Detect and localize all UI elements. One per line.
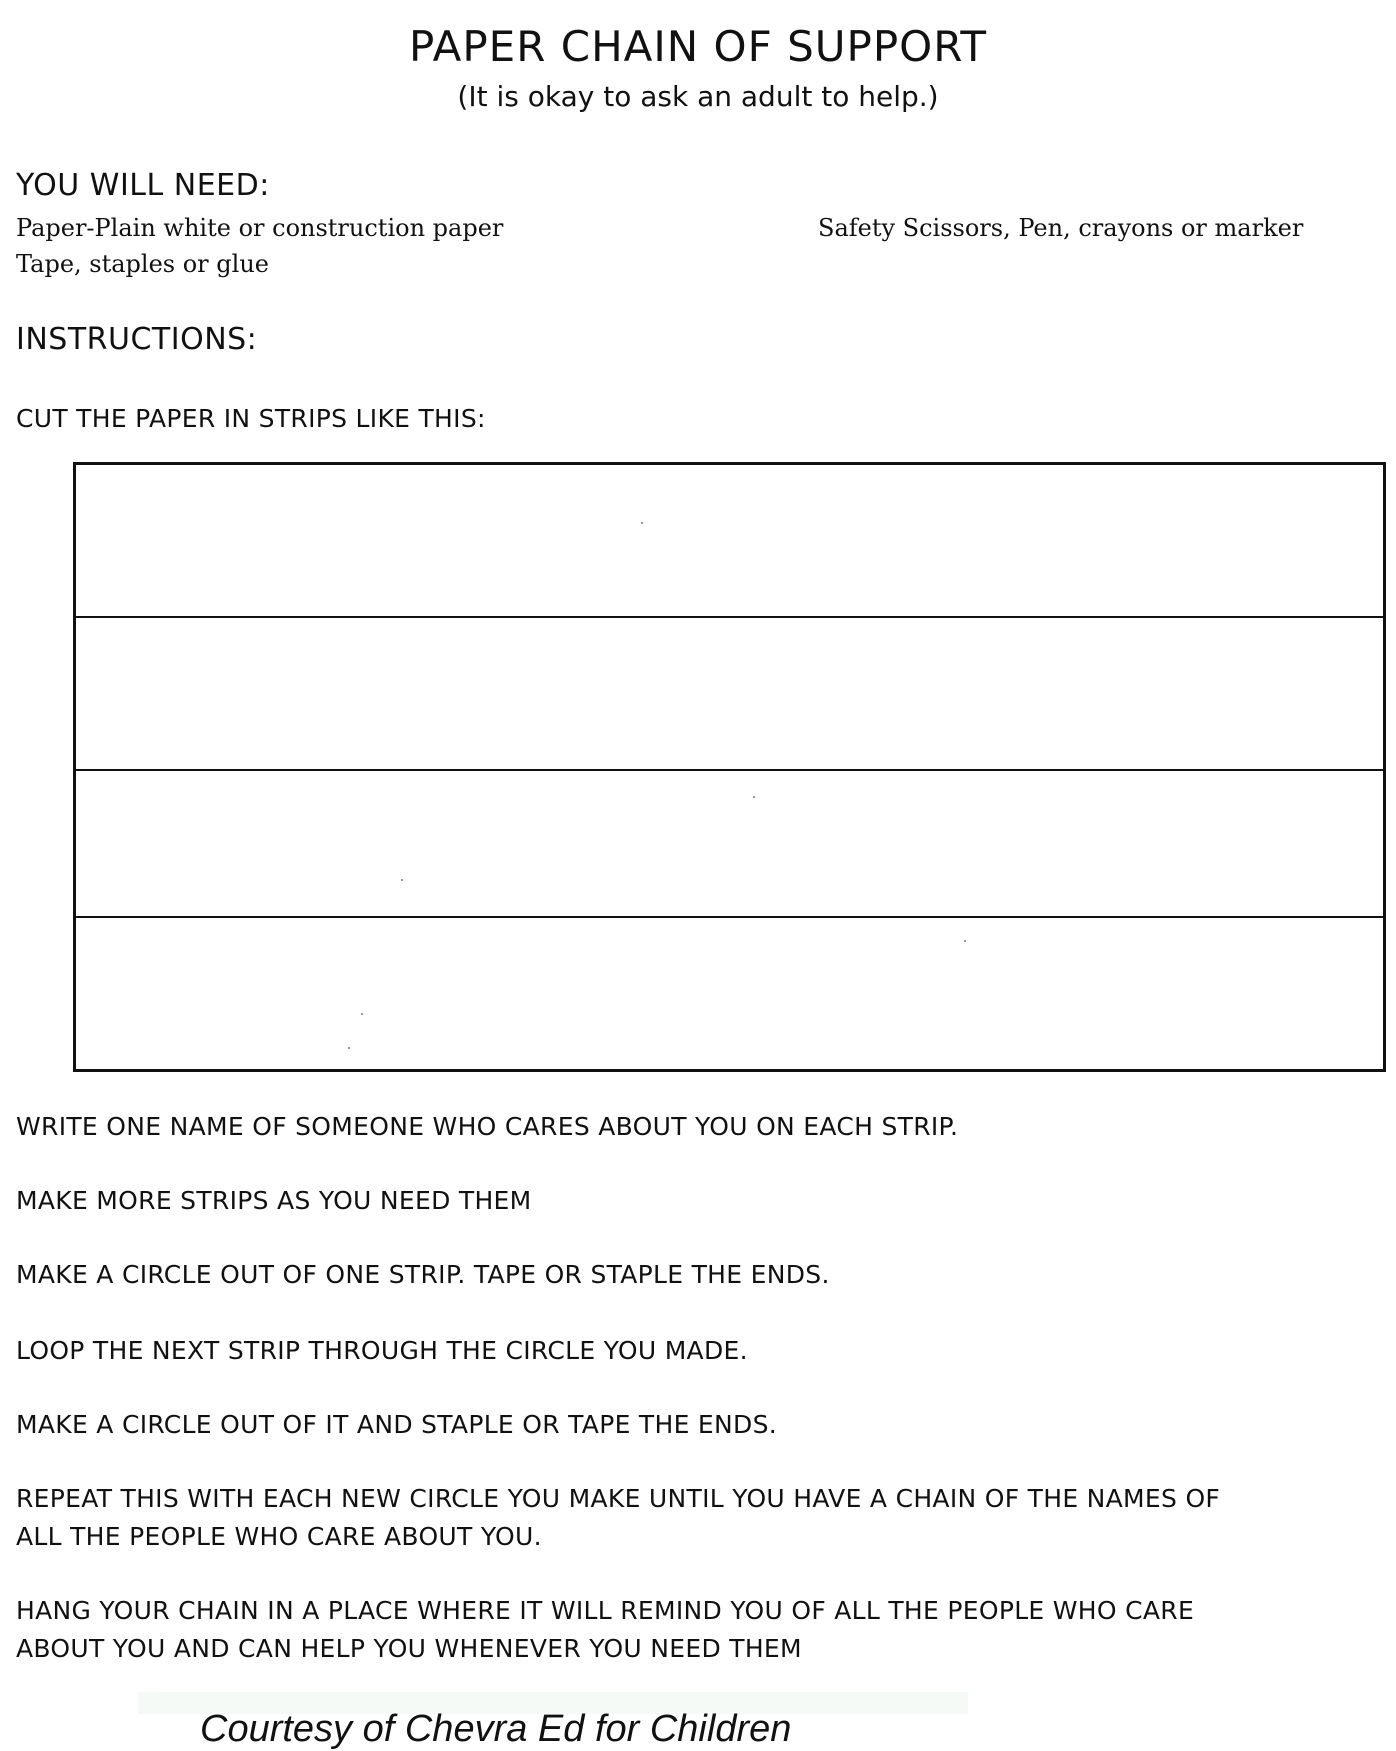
- step-loop-strip: LOOP THE NEXT STRIP THROUGH THE CIRCLE YOU MADE.: [16, 1336, 748, 1365]
- need-item-paper: Paper-Plain white or construction paper: [16, 214, 504, 242]
- paper-speck: [641, 522, 643, 524]
- need-item-tape: Tape, staples or glue: [16, 250, 269, 278]
- step-make-circle: MAKE A CIRCLE OUT OF ONE STRIP. TAPE OR STAPLE THE ENDS.: [16, 1260, 830, 1289]
- need-item-tools: Safety Scissors, Pen, crayons or marker: [818, 214, 1304, 242]
- strip-divider: [76, 916, 1383, 918]
- step-hang-line-1: HANG YOUR CHAIN IN A PLACE WHERE IT WILL REMIND YOU OF ALL THE PEOPLE WHO CARE: [16, 1596, 1195, 1625]
- step-staple-ends: MAKE A CIRCLE OUT OF IT AND STAPLE OR TAPE THE ENDS.: [16, 1410, 777, 1439]
- paper-strips-diagram: [73, 462, 1386, 1072]
- paper-speck: [964, 940, 966, 942]
- step-repeat-line-1: REPEAT THIS WITH EACH NEW CIRCLE YOU MAKE UNTIL YOU HAVE A CHAIN OF THE NAMES OF: [16, 1484, 1221, 1513]
- step-write-name: WRITE ONE NAME OF SOMEONE WHO CARES ABOUT YOU ON EACH STRIP.: [16, 1112, 959, 1141]
- step-repeat-line-2: ALL THE PEOPLE WHO CARE ABOUT YOU.: [16, 1522, 542, 1551]
- courtesy-credit: Courtesy of Chevra Ed for Children: [200, 1708, 792, 1750]
- paper-speck: [348, 1047, 350, 1049]
- paper-speck: [401, 879, 403, 881]
- page-title: PAPER CHAIN OF SUPPORT: [408, 22, 988, 71]
- paper-speck: [753, 796, 755, 798]
- cut-strips-instruction: CUT THE PAPER IN STRIPS LIKE THIS:: [16, 404, 486, 433]
- strip-divider: [76, 616, 1383, 618]
- paper-speck: [361, 1013, 363, 1015]
- you-will-need-heading: YOU WILL NEED:: [16, 168, 270, 203]
- strip-divider: [76, 769, 1383, 771]
- instructions-heading: INSTRUCTIONS:: [16, 322, 258, 357]
- page-subtitle: (It is okay to ask an adult to help.): [457, 80, 939, 113]
- step-hang-line-2: ABOUT YOU AND CAN HELP YOU WHENEVER YOU NEED THEM: [16, 1634, 802, 1663]
- step-make-more-strips: MAKE MORE STRIPS AS YOU NEED THEM: [16, 1186, 532, 1215]
